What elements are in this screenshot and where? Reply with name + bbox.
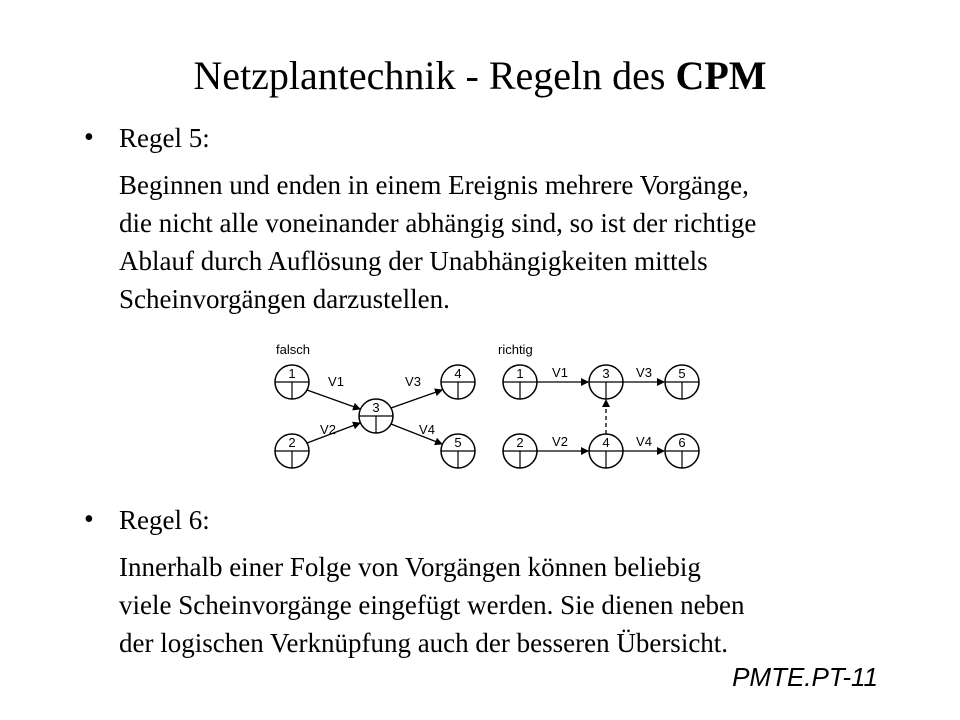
edge-label: V3 [405, 374, 421, 389]
bullet-marker: • [84, 504, 94, 535]
node-richtig-4 [589, 434, 623, 468]
node-number: 4 [602, 435, 610, 450]
text-line: die nicht alle voneinander abhängig sind, so ist der richtige [119, 208, 757, 238]
title-bold-text: CPM [675, 53, 767, 98]
node-richtig-6 [665, 434, 699, 468]
node-falsch-1 [275, 365, 309, 399]
rule-5-heading: Regel 5: [119, 123, 210, 153]
node-number: 2 [516, 435, 524, 450]
node-number: 5 [678, 366, 686, 381]
edge-label: V1 [552, 365, 568, 380]
node-richtig-1 [503, 365, 537, 399]
node-number: 1 [516, 366, 524, 381]
slide-title [0, 52, 960, 100]
rule-6-text [119, 548, 899, 662]
edge-label: V1 [328, 374, 344, 389]
node-number: 6 [678, 435, 686, 450]
node-richtig-3 [589, 365, 623, 399]
text-line: viele Scheinvorgänge eingefügt werden. Sie dienen neben [119, 590, 745, 620]
node-number: 2 [288, 435, 296, 450]
text-line: Ablauf durch Auflösung der Unabhängigkeiten mittels [119, 246, 708, 276]
node-falsch-5 [441, 434, 475, 468]
node-richtig-5 [665, 365, 699, 399]
rule-5-text [119, 166, 899, 318]
edge-falsch-v1 [307, 390, 360, 409]
node-falsch-3 [359, 399, 393, 433]
text-line: Beginnen und enden in einem Ereignis mehrere Vorgänge, [119, 170, 749, 200]
node-falsch-2 [275, 434, 309, 468]
text-line: Scheinvorgängen darzustellen. [119, 284, 450, 314]
node-number: 4 [454, 366, 462, 381]
node-falsch-4 [441, 365, 475, 399]
edge-label: V2 [320, 422, 336, 437]
title-text: Netzplantechnik - Regeln des [193, 53, 676, 98]
richtig-label: richtig [498, 342, 533, 357]
edge-label: V4 [636, 434, 652, 449]
rule-6-heading: Regel 6: [119, 505, 210, 535]
edge-label: V4 [419, 422, 435, 437]
node-number: 1 [288, 366, 296, 381]
text-line: Innerhalb einer Folge von Vorgängen können beliebig [119, 552, 701, 582]
edge-falsch-v3 [391, 390, 442, 408]
falsch-label: falsch [276, 342, 310, 357]
slide-footer: PMTE.PT-11 [732, 662, 878, 692]
edge-label: V3 [636, 365, 652, 380]
node-number: 3 [602, 366, 610, 381]
node-richtig-2 [503, 434, 537, 468]
network-diagram [270, 338, 710, 478]
node-number: 3 [372, 400, 380, 415]
text-line: der logischen Verknüpfung auch der besseren Übersicht. [119, 628, 729, 658]
bullet-marker: • [84, 122, 94, 153]
node-number: 5 [454, 435, 462, 450]
edge-label: V2 [552, 434, 568, 449]
